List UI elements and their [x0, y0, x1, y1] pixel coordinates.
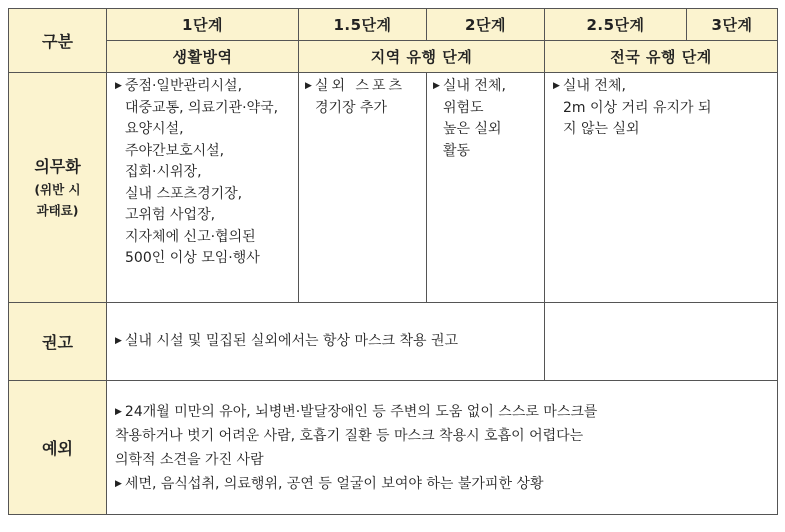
- header-group-life: 생활방역: [107, 41, 299, 73]
- mandatory-sub1: (위반 시: [34, 182, 81, 197]
- exception-item-2: ▶ 세면, 음식섭취, 의료행위, 공연 등 얼굴이 보여야 하는 불가피한 상황: [115, 475, 544, 492]
- header-gubun: 구분: [9, 9, 107, 73]
- mandatory-stage-1-5-line: 경기장 추가: [315, 99, 388, 116]
- header-stage-2-5: 2.5단계: [545, 9, 687, 41]
- mandatory-stage-2-5-3: [545, 73, 778, 303]
- mandatory-stage-1-line: 집회·시위장,: [125, 164, 202, 180]
- triangle-right-icon: ▶: [115, 406, 122, 417]
- mandatory-stage-1-line: 실내 스포츠경기장,: [125, 185, 243, 202]
- mandatory-stage-2-5-line: ▶ 실내 전체,: [553, 78, 626, 94]
- mandatory-stage-2: [427, 73, 545, 303]
- triangle-right-icon: ▶: [553, 81, 560, 91]
- header-group-national: 전국 유행 단계: [545, 41, 778, 73]
- mandatory-stage-1: [107, 73, 299, 303]
- mandatory-stage-1-line: 지자체에 신고·협의된: [125, 228, 256, 245]
- mandatory-stage-2-5-line: 지 않는 실외: [563, 121, 640, 137]
- mandatory-stage-1-line: 500인 이상 모임·행사: [125, 250, 260, 266]
- header-stage-3: 3단계: [687, 9, 778, 41]
- mandatory-stage-2-5-line: 2m 이상 거리 유지가 되: [563, 99, 712, 116]
- mandatory-stage-2-line: 활동: [443, 142, 471, 159]
- mandatory-stage-2-line: 높은 실외: [443, 121, 502, 137]
- mandatory-sub2: 과태료): [36, 203, 79, 218]
- triangle-right-icon: ▶: [115, 335, 122, 346]
- triangle-right-icon: ▶: [305, 81, 312, 91]
- exception-item-1-cont: 착용하거나 벗기 어려운 사람, 호흡기 질환 등 마스크 착용시 호흡이 어렵다는: [115, 427, 584, 444]
- row-label-mandatory: [9, 73, 107, 303]
- mandatory-stage-2-line: 위험도: [443, 99, 484, 116]
- header-stage-1: 1단계: [107, 9, 299, 41]
- recommend-text: ▶ 실내 시설 및 밀집된 실외에서는 항상 마스크 착용 권고: [107, 303, 545, 381]
- mask-policy-table: [8, 8, 778, 515]
- mandatory-stage-1-line: 주야간보호시설,: [125, 142, 225, 159]
- mandatory-label: 의무화: [34, 157, 81, 176]
- header-group-regional: 지역 유행 단계: [299, 41, 545, 73]
- triangle-right-icon: ▶: [115, 478, 122, 489]
- row-label-exception: 예외: [9, 381, 107, 515]
- header-stage-2: 2단계: [427, 9, 545, 41]
- mandatory-stage-1-5-line: ▶ 실외 스포츠: [305, 78, 405, 94]
- header-stage-1-5: 1.5단계: [299, 9, 427, 41]
- triangle-right-icon: ▶: [433, 81, 440, 91]
- triangle-right-icon: ▶: [115, 81, 122, 91]
- mandatory-stage-1-5: [299, 73, 427, 303]
- mandatory-stage-1-line: ▶ 중점·일반관리시설,: [115, 78, 243, 94]
- recommend-empty-cell: [545, 303, 778, 381]
- mandatory-stage-1-line: 대중교통, 의료기관·약국,: [125, 99, 279, 116]
- mandatory-stage-1-line: 요양시설,: [125, 121, 184, 137]
- exception-item-1: ▶ 24개월 미만의 유아, 뇌병변·발달장애인 등 주변의 도움 없이 스스로 마스크를: [115, 403, 598, 420]
- row-label-recommend: 권고: [9, 303, 107, 381]
- exception-item-1-cont: 의학적 소견을 가진 사람: [115, 451, 264, 468]
- mandatory-stage-1-line: 고위험 사업장,: [125, 207, 216, 223]
- exception-text: [107, 381, 778, 515]
- mandatory-stage-2-line: ▶ 실내 전체,: [433, 78, 506, 94]
